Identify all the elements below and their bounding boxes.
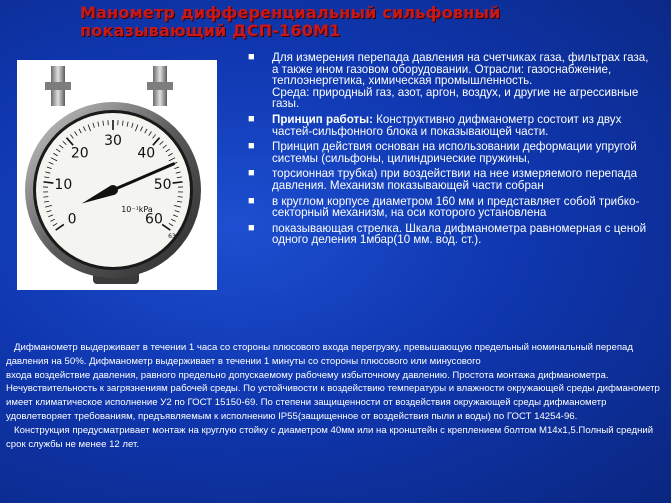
gauge-unit: 10⁻¹kPa: [121, 205, 153, 214]
bullet-item: ■ Принцип действия основан на использовании деформации упругой системы (сильфоны, цилиндрические пружины,: [248, 140, 637, 165]
description-text: [6, 341, 666, 451]
gauge-scale-label: 30: [104, 133, 122, 149]
bullet-icon: ■: [248, 194, 255, 207]
gauge-scale-label: 0: [67, 211, 77, 228]
gauge-photo: [17, 60, 217, 290]
bullet-item: ■ в круглом корпусе диаметром 160 мм и представляет собой трибко-секторный механизм, на оси которого установлена: [248, 194, 640, 220]
gauge-pivot: [108, 185, 118, 195]
gauge-scale-label: 20: [70, 145, 89, 162]
paragraph: Дифманометр выдерживает в течении 1 часа со стороны плюсового входа перегрузку, превышающую предельный номинальный перепад давления на 50%. Дифманометр выдерживает в течении 1 минуты со стороны плюсового или минусового: [6, 342, 636, 367]
gauge-scale-label: 60: [145, 211, 163, 228]
bullet-icon: ■: [248, 51, 255, 63]
paragraph: Конструкция предусматривает монтаж на круглую стойку с диаметром 40мм или на кронштейн с креплением болтом М14х1,5.Полный средний срок службы не менее 12 лет.: [6, 424, 656, 450]
gauge-tick: [178, 197, 183, 198]
page-title: Манометр дифференциальный сильфовный показывающий ДСП-160М1: [80, 3, 501, 40]
feature-bullet-list: [248, 52, 658, 250]
gauge-scale-label: 50: [153, 177, 172, 194]
gauge-mark: 63: [168, 233, 176, 240]
gauge-scale-label: 10: [54, 177, 73, 194]
bullet-item: ■ торсионная трубка) при воздействии на нее измеряемого перепада давления. Механизм показывающей части собран: [248, 167, 638, 192]
paragraph: имеет климатическое исполнение У2 по ГОСТ 15150-69. По степени защищенности от воздействия окружающей среды дифманометр удовлетворяет требованиям, предъявляемым к исполнению IP55(защищенное от воздействия пыли и воды) по ГОСТ 14254-96.: [6, 397, 607, 422]
bullet-item: ■ Для измерения перепада давления на счетчиках газа, фильтрах газа, а также ином газовом оборудовании. Отрасли: газоснабжение, теплоэнергетика, химическая промышленность. Среда: природный газ, азот, аргон, воздух, и другие не агрессивные газы.: [248, 51, 649, 111]
gauge-tick: [43, 197, 48, 198]
bullet-icon: ■: [248, 221, 255, 234]
pressure-gauge-image: [17, 60, 217, 290]
bullet-item: ■ показывающая стрелка. Шкала дифманометра равномерная с ценой одного деления 1мбар(10 мм. вод. ст.).: [248, 221, 647, 247]
gauge-scale-label: 40: [137, 145, 156, 162]
bullet-icon: ■: [248, 167, 255, 180]
paragraph: входа воздействие давления, равного предельно допускаемому рабочему избыточному давлению. Простота монтажа дифманометра. Нечувствительность к загрязнениям рабочей среды. По устойчивости к воздействию температуры и влажности окружающей среды дифманометр: [6, 369, 660, 395]
bullet-icon: ■: [248, 112, 255, 125]
bullet-item: ■ Принцип работы: Конструктивно дифманометр состоит из двух частей-сильфонного блока и показывающей части.: [248, 112, 622, 138]
bullet-icon: ■: [248, 140, 255, 153]
